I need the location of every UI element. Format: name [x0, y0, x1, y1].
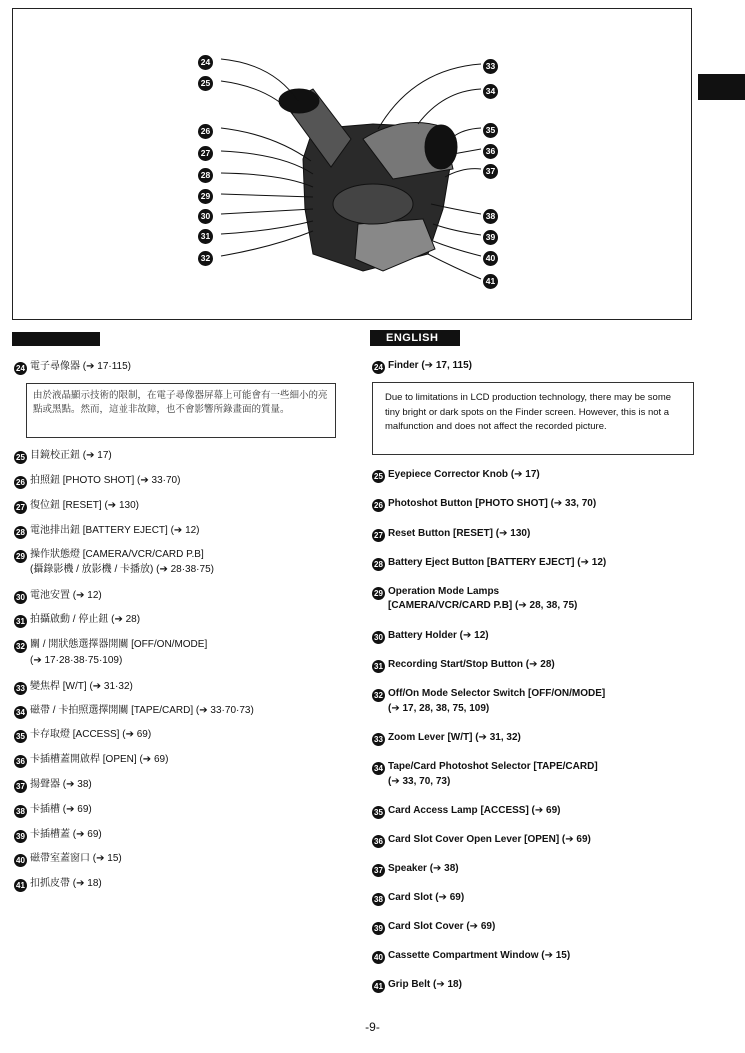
english-section-header: ENGLISH [370, 330, 460, 346]
callout-32: 32 [198, 248, 213, 266]
en-item-28: 28 Battery Eject Button [BATTERY EJECT] (➔ 12) [372, 556, 606, 571]
callout-38: 38 [483, 206, 498, 224]
en-item-29-cont: [CAMERA/VCR/CARD P.B] (➔ 28, 38, 75) [388, 600, 578, 611]
zh-item-35: 35 卡存取燈 [ACCESS] (➔ 69) [14, 728, 151, 743]
callout-29: 29 [198, 186, 213, 204]
zh-item-39: 39 卡插槽蓋 (➔ 69) [14, 828, 102, 843]
en-item-30: 30 Battery Holder (➔ 12) [372, 629, 489, 644]
zh-note: 由於液晶顯示技術的限制，在電子尋像器屏幕上可能會有一些細小的亮點或黑點。然而，這並非故障，也不會影響所錄畫面的質量。 [26, 383, 336, 438]
zh-item-26: 26 拍照鈕 [PHOTO SHOT] (➔ 33·70) [14, 474, 180, 489]
en-item-24: 24 Finder (➔ 17, 115) [372, 359, 472, 374]
callout-28: 28 [198, 165, 213, 183]
callout-27: 27 [198, 143, 213, 161]
callout-33: 33 [483, 56, 498, 74]
zh-item-29-cont: (攝錄影機 / 放影機 / 卡播放) (➔ 28·38·75) [30, 564, 214, 575]
chinese-section-header [12, 332, 100, 346]
en-item-26: 26 Photoshot Button [PHOTO SHOT] (➔ 33, 70) [372, 497, 596, 512]
zh-item-40: 40 磁帶室蓋窗口 (➔ 15) [14, 852, 122, 867]
zh-item-36: 36 卡插槽蓋開啟桿 [OPEN] (➔ 69) [14, 753, 168, 768]
page-number: -9- [365, 1020, 380, 1034]
zh-item-37: 37 揚聲器 (➔ 38) [14, 778, 92, 793]
zh-item-31: 31 拍攝啟動 / 停止鈕 (➔ 28) [14, 613, 140, 628]
callout-36: 36 [483, 141, 498, 159]
zh-item-32: 32 關 / 開狀態選擇器開關 [OFF/ON/MODE] [14, 638, 207, 653]
callout-31: 31 [198, 226, 213, 244]
en-item-37: 37 Speaker (➔ 38) [372, 862, 459, 877]
en-item-41: 41 Grip Belt (➔ 18) [372, 978, 462, 993]
camcorder-figure [12, 8, 692, 320]
zh-item-41: 41 扣抓皮帶 (➔ 18) [14, 877, 102, 892]
callout-39: 39 [483, 227, 498, 245]
en-item-36: 36 Card Slot Cover Open Lever [OPEN] (➔ 69) [372, 833, 591, 848]
callout-24: 24 [198, 52, 213, 70]
en-item-33: 33 Zoom Lever [W/T] (➔ 31, 32) [372, 731, 521, 746]
en-item-29: 29 Operation Mode Lamps [372, 585, 499, 600]
callout-35: 35 [483, 120, 498, 138]
callout-37: 37 [483, 161, 498, 179]
zh-item-25: 25 目鏡校正鈕 (➔ 17) [14, 449, 112, 464]
callout-40: 40 [483, 248, 498, 266]
zh-item-34: 34 磁帶 / 卡拍照選擇開關 [TAPE/CARD] (➔ 33·70·73) [14, 704, 254, 719]
callout-34: 34 [483, 81, 498, 99]
zh-item-38: 38 卡插槽 (➔ 69) [14, 803, 92, 818]
en-note: Due to limitations in LCD production technology, there may be some tiny bright or dark spots on the Finder screen. However, this is not a malfunction and does not affect the recorded picture. [372, 382, 694, 455]
callout-30: 30 [198, 206, 213, 224]
en-item-34: 34 Tape/Card Photoshot Selector [TAPE/CARD] [372, 760, 598, 775]
zh-item-24: 24 電子尋像器 (➔ 17·115) [14, 360, 131, 375]
edge-tab [698, 74, 745, 100]
en-item-40: 40 Cassette Compartment Window (➔ 15) [372, 949, 570, 964]
en-item-38: 38 Card Slot (➔ 69) [372, 891, 464, 906]
en-item-35: 35 Card Access Lamp [ACCESS] (➔ 69) [372, 804, 561, 819]
en-item-32: 32 Off/On Mode Selector Switch [OFF/ON/MODE] [372, 687, 605, 702]
zh-item-28: 28 電池排出鈕 [BATTERY EJECT] (➔ 12) [14, 524, 200, 539]
camcorder-illustration [13, 9, 690, 318]
zh-item-27: 27 復位鈕 [RESET] (➔ 130) [14, 499, 139, 514]
callout-41: 41 [483, 271, 498, 289]
en-item-27: 27 Reset Button [RESET] (➔ 130) [372, 527, 530, 542]
en-item-31: 31 Recording Start/Stop Button (➔ 28) [372, 658, 555, 673]
en-item-25: 25 Eyepiece Corrector Knob (➔ 17) [372, 468, 540, 483]
en-item-39: 39 Card Slot Cover (➔ 69) [372, 920, 495, 935]
zh-item-32-cont: (➔ 17·28·38·75·109) [30, 655, 123, 666]
callout-26: 26 [198, 121, 213, 139]
zh-item-33: 33 變焦桿 [W/T] (➔ 31·32) [14, 680, 133, 695]
zh-item-29: 29 操作狀態燈 [CAMERA/VCR/CARD P.B] [14, 548, 204, 563]
callout-25: 25 [198, 73, 213, 91]
en-item-34-cont: (➔ 33, 70, 73) [388, 776, 451, 787]
zh-item-30: 30 電池安置 (➔ 12) [14, 589, 102, 604]
en-item-32-cont: (➔ 17, 28, 38, 75, 109) [388, 703, 490, 714]
